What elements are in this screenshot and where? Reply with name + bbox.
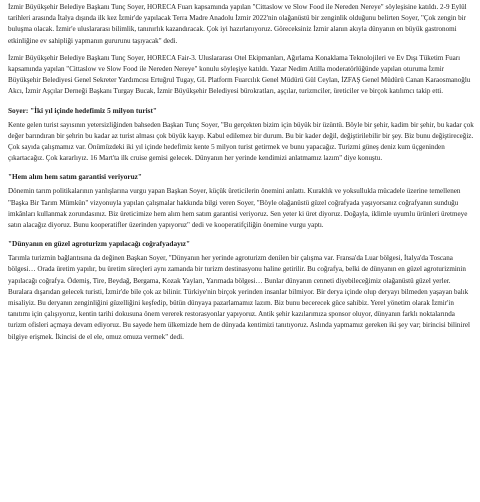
article-paragraph: İzmir Büyükşehir Belediye Başkanı Tunç Soyer, HORECA Fair-3. Uluslararası Otel Ekipmanları, Ağırlama Konaklama Teknolojileri ve Ev Dışı Tüketim Fuarı kapsamında yapılan "Cittaslow ve Slow Food ile Nereden Nereye" konulu söyleşiye katıldı. Yazar Nedim Atilla moderatörlüğünde yapılan oturuma İzmir Büyükşehir Belediyesi Genel Sekreter Yardımcısı Ertuğrul Tugay, GL Platform Fuarcılık Genel Müdürü Gül Ceylan, İZFAŞ Genel Müdürü Canan Karaosmanoğlu Akcı, İzmir Aşçılar Derneği Başkanı Turgay Bucak, İzmir Büyükşehir Belediyesi bürokratları, aşçılar, turizmciler, üreticiler ve birçok katılımcı takip etti.: [8, 53, 471, 96]
article-paragraph: Kente gelen turist sayısının yetersizliğinden bahseden Başkan Tunç Soyer, "Bu gerçekten bizim için büyük bir üzüntü. Böyle bir şehir, kadim bir şehir, bu kadar çok değer barındıran bir şehrin bu kadar az turist alması çok büyük kayıp. Kabul edilemez bir durum. Bu bir kader değil, değiştirilebilir bir şey. Biz bunu değiştireceğiz. Çok sayıda çalışmamız var. Önümüzdeki iki yıl içinde hedefimiz kente 5 milyon turist getirmek ve bunu yapacağız. Turizmi güneş deniz kum üçgeninden çıkartacağız. Çok kararlıyız. 16 Mart'ta ilk cruise gemisi gelecek. Dünyanın her yerinde kendimizi anlatmamız lazım" diye konuştu.: [8, 120, 474, 163]
section-heading: Soyer: "İki yıl içinde hedefimiz 5 milyon turist": [8, 105, 157, 115]
article-paragraph: Tarımla turizmin bağlantısına da değinen Başkan Soyer, "Dünyanın her yerinde agroturizm denilen bir çalışma var. Fransa'da Luar bölgesi, İtalya'da Toscana bölgesi… Orada üretim yapılır, bu üretim süreçleri aynı zamanda bir turizm destinasyonu haline getirilir. Bu coğrafya, belki de dünyanın en güzel agroturizminin yapılacağı coğrafya. Ödemiş, Tire, Beydağ, Bergama, Kozak Yayları, Yarımada bölgesi… Bunlar dünyanın cenneti diyebileceğimiz olağanüstü güzel yerler. Buralara dışarıdan gelecek turisti, İzmir'de bile çok az bilinir. Türkiye'nin birçok yerinden insanlar bilmiyor. Bir derya içinde olup deryayı bilmeden yaşayan balık misaliyiz. Bu deryanın zenginliğini güzelliğini keşfedip, bütün dünyaya pazarlamamız lazım. Biz bunu becerecek güce sahibiz. Yerel yönetim olarak İzmir'in tanıtımı için çalışıyoruz, kentin tarihi dokusuna önem vererek restorasyonlar yapıyoruz. Antik şehir kazılarımıza sponsor oluyor, dünyanın farklı noktalarında turizm ofisleri açmaya devam ediyoruz. Bu sayede hem ülkemizde hem de dünyada kentimizi tanıtıyoruz. Aslında yapmamız gereken iki şey var; birincisi bilinirel bilgiye erişmek. İkincisi de el ele, omuz omuza vermek" dedi.: [8, 254, 470, 341]
article-paragraph: Dönemin tarım politikalarının yanlışlarına vurgu yapan Başkan Soyer, küçük üreticilerin önemini anlattı. Kuraklık ve yoksullukla mücadele üzerine temellenen "Başka Bir Tarım Mümkün" vizyonuyla yapılan çalışmalar hakkında bilgi veren Soyer, "Böyle olağanüstü güzel coğrafyada yaşıyorsanız coğrafyanın sunduğu imkânları kullanmak zorundasınız. Biz üreticimize hem alım hem satım garantisi veriyoruz. Sen yeter ki üret diyoruz. Doğayla, iklimle uyumlu ürünleri üretmeye satın alacağız diyoruz. Bunu kooperatifler üzerinden yapıyoruz" dedi ve kooperatifçiliğin önemine vurgu yaptı.: [8, 187, 468, 230]
article-paragraph: İzmir Büyükşehir Belediye Başkanı Tunç Soyer, HORECA Fuarı kapsamında yapılan "Cittaslow ve Slow Food ile Nereden Nereye" söyleşisine katıldı. 2-9 Eylül tarihleri arasında İtalya dışında ilk kez İzmir'de yapılacak Terra Madre Anadolu İzmir 2022'nin olağanüstü bir zenginlik olduğunu belirten Soyer, "Çok zengin bir buluşma olacak. İzmir'e uluslararası bilimlik, tanınırlık kazandıracak. Çok iyi hazırlanıyoruz. Göreceksiniz İzmir alanın akıyla dünyanın en büyük gastronomi etkinliğine ev sahipliği yapmanın gururunu taşıyacak" dedi.: [8, 3, 467, 45]
section-heading: "Dünyanın en güzel agroturizm yapılacağı coğrafyadayız": [8, 239, 191, 249]
section-heading: "Hem alım hem satım garantisi veriyoruz": [8, 172, 142, 182]
